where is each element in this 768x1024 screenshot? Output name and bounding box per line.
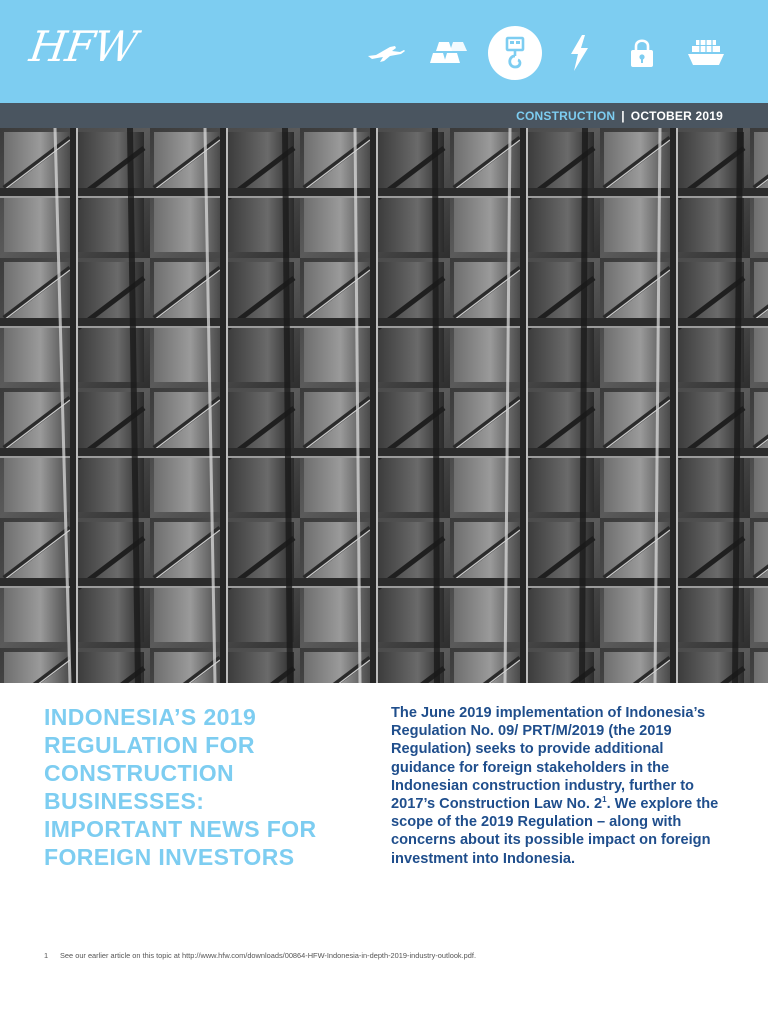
section-info [516, 109, 723, 123]
title-line: INDONESIA’S 2019 [44, 704, 257, 730]
article-title [44, 703, 374, 871]
energy-icon[interactable] [557, 31, 601, 75]
commodities-icon[interactable] [428, 31, 472, 75]
title-line: CONSTRUCTION [44, 760, 235, 786]
title-line: FOREIGN INVESTORS [44, 844, 295, 870]
footnote-reference[interactable]: 1 [602, 795, 607, 805]
section-bar [0, 103, 768, 128]
insurance-icon[interactable] [620, 31, 664, 75]
footnote-number: 1 [44, 951, 49, 960]
page-header [0, 0, 768, 103]
footnote [44, 951, 476, 960]
hfw-logo: HFW [26, 22, 140, 71]
shipping-icon[interactable] [684, 31, 728, 75]
title-line: BUSINESSES: [44, 788, 205, 814]
construction-icon[interactable] [488, 26, 542, 80]
aviation-icon[interactable] [364, 31, 408, 75]
title-line: REGULATION FOR [44, 732, 255, 758]
sector-label[interactable]: CONSTRUCTION [516, 109, 616, 123]
issue-date: OCTOBER 2019 [630, 109, 723, 123]
lede-text: The June 2019 implementation of Indonesia’s Regulation No. 09/ PRT/M/2019 (the 2019 Regulation) seeks to provide additional guidance for foreign stakeholders in the Indonesian construction industry, further to 2017’s Construction Law No. 2 [391, 705, 706, 813]
footnote-text[interactable]: See our earlier article on this topic at http://www.hfw.com/downloads/00864-HFW-Indonesia-in-depth-2019-industry-outlook.pdf. [60, 951, 477, 960]
lede-text-continued: . We explore the scope of the 2019 Regulation – along with concerns about its possible impact on foreign investment into Indonesia. [391, 796, 719, 867]
building-facade-image [0, 128, 768, 683]
separator: | [621, 109, 625, 123]
title-line: IMPORTANT NEWS FOR [44, 816, 317, 842]
article-lede [391, 704, 731, 868]
